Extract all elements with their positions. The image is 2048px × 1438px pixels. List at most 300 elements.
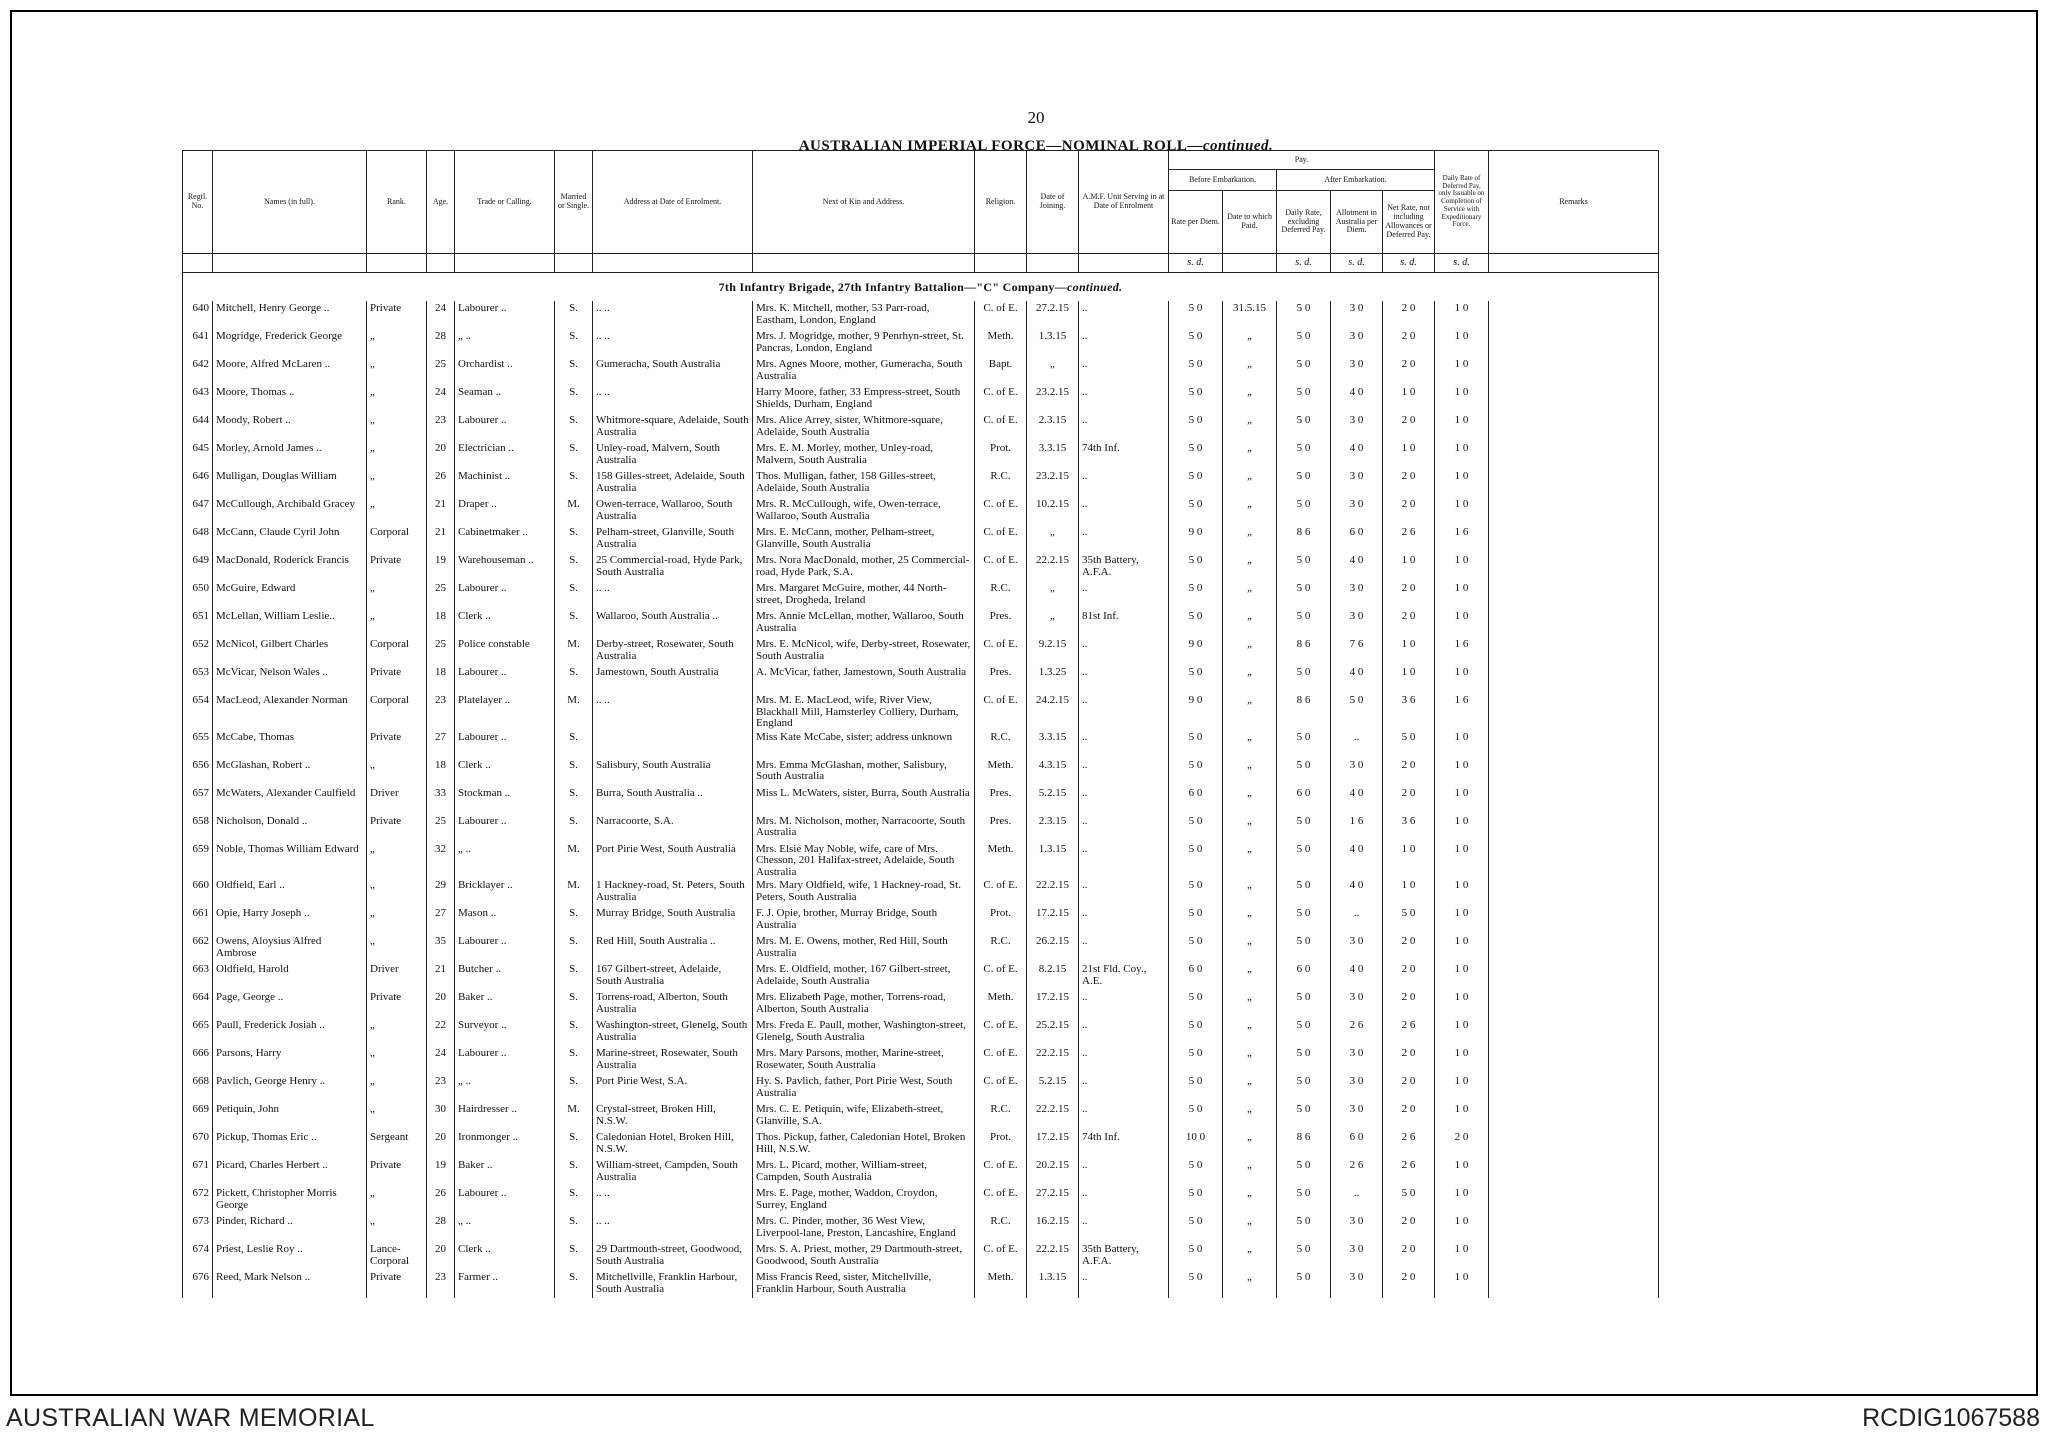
cell-allotment: 2 6 [1331,1158,1383,1186]
cell-address [593,730,753,758]
cell-date-joining: 1.3.25 [1027,665,1079,693]
cell-married: S. [555,730,593,758]
cell-date-paid: „ [1223,1018,1277,1046]
table-row [183,637,1659,665]
cell-amf-unit: .. [1079,842,1169,879]
cell-next-of-kin: Mrs. J. Mogridge, mother, 9 Penrhyn-street, St. Pancras, London, England [753,329,975,357]
cell-date-joining: 23.2.15 [1027,469,1079,497]
cell-married: S. [555,413,593,441]
cell-net-rate: 1 0 [1383,441,1435,469]
cell-age: 26 [427,1186,455,1214]
cell-age: 20 [427,441,455,469]
cell-date-joining: 17.2.15 [1027,990,1079,1018]
cell-date-paid: „ [1223,525,1277,553]
cell-regtl-no: 668 [183,1074,213,1102]
cell-religion: Bapt. [975,357,1027,385]
header-date-joining: Date of Joining. [1027,151,1079,254]
cell-remarks [1489,1158,1659,1186]
cell-daily-rate: 5 0 [1277,878,1331,906]
cell-date-joining: 20.2.15 [1027,1158,1079,1186]
cell-net-rate: 2 0 [1383,329,1435,357]
cell-date-joining: 1.3.15 [1027,329,1079,357]
cell-rate-per-diem: 6 0 [1169,962,1223,990]
cell-rank: Private [367,990,427,1018]
cell-age: 30 [427,1102,455,1130]
cell-daily-rate: 5 0 [1277,1270,1331,1298]
cell-name: Paull, Frederick Josiah .. [213,1018,367,1046]
cell-date-joining: 26.2.15 [1027,934,1079,962]
cell-married: S. [555,1046,593,1074]
cell-name: Reed, Mark Nelson .. [213,1270,367,1298]
cell-amf-unit: 35th Battery, A.F.A. [1079,1242,1169,1270]
cell-age: 23 [427,1074,455,1102]
cell-amf-unit: .. [1079,413,1169,441]
cell-net-rate: 3 6 [1383,693,1435,730]
cell-allotment: 4 0 [1331,786,1383,814]
cell-deferred-pay: 1 0 [1435,609,1489,637]
header-trade: Trade or Calling. [455,151,555,254]
cell-rate-per-diem: 5 0 [1169,329,1223,357]
cell-age: 25 [427,357,455,385]
cell-date-paid: „ [1223,1046,1277,1074]
table-row [183,357,1659,385]
cell-date-joining: 5.2.15 [1027,786,1079,814]
cell-married: S. [555,385,593,413]
cell-date-joining: 2.3.15 [1027,413,1079,441]
cell-age: 33 [427,786,455,814]
cell-rate-per-diem: 5 0 [1169,581,1223,609]
cell-next-of-kin: Mrs. L. Picard, mother, William-street, Campden, South Australia [753,1158,975,1186]
cell-religion: Meth. [975,1270,1027,1298]
cell-daily-rate: 5 0 [1277,553,1331,581]
cell-deferred-pay: 1 0 [1435,1074,1489,1102]
table-row [183,934,1659,962]
cell-amf-unit: 35th Battery, A.F.A. [1079,553,1169,581]
cell-rate-per-diem: 5 0 [1169,842,1223,879]
cell-religion: C. of E. [975,1242,1027,1270]
cell-remarks [1489,962,1659,990]
cell-allotment: 3 0 [1331,413,1383,441]
page-number: 20 [1027,108,1045,127]
table-row [183,814,1659,842]
cell-trade: Warehouseman .. [455,553,555,581]
cell-trade: Hairdresser .. [455,1102,555,1130]
cell-date-joining: 22.2.15 [1027,553,1079,581]
cell-rank: „ [367,1214,427,1242]
table-row [183,1242,1659,1270]
cell-age: 25 [427,814,455,842]
cell-married: S. [555,962,593,990]
cell-address: William-street, Campden, South Australia [593,1158,753,1186]
cell-remarks [1489,693,1659,730]
cell-religion: C. of E. [975,413,1027,441]
cell-rank: „ [367,906,427,934]
table-row [183,1074,1659,1102]
cell-date-paid: „ [1223,413,1277,441]
cell-regtl-no: 674 [183,1242,213,1270]
cell-allotment: 3 0 [1331,301,1383,329]
cell-married: M. [555,1102,593,1130]
cell-date-paid: „ [1223,1130,1277,1158]
table-row [183,329,1659,357]
cell-rate-per-diem: 9 0 [1169,637,1223,665]
cell-religion: Prot. [975,906,1027,934]
cell-remarks [1489,385,1659,413]
cell-next-of-kin: Mrs. C. E. Petiquin, wife, Elizabeth-street, Glanville, S.A. [753,1102,975,1130]
cell-age: 20 [427,1242,455,1270]
cell-remarks [1489,1102,1659,1130]
cell-remarks [1489,665,1659,693]
cell-allotment: 3 0 [1331,934,1383,962]
cell-address: .. .. [593,301,753,329]
cell-name: Pavlich, George Henry .. [213,1074,367,1102]
cell-trade: Bricklayer .. [455,878,555,906]
cell-address: .. .. [593,385,753,413]
header-net-rate: Net Rate, not including Allowances or Deferred Pay. [1383,191,1435,254]
cell-next-of-kin: Harry Moore, father, 33 Empress-street, South Shields, Durham, England [753,385,975,413]
cell-address: 158 Gilles-street, Adelaide, South Australia [593,469,753,497]
cell-rank: „ [367,1186,427,1214]
cell-remarks [1489,357,1659,385]
cell-deferred-pay: 1 0 [1435,934,1489,962]
cell-regtl-no: 672 [183,1186,213,1214]
cell-net-rate: 2 6 [1383,1130,1435,1158]
cell-age: 28 [427,329,455,357]
cell-trade: Stockman .. [455,786,555,814]
cell-next-of-kin: Mrs. C. Pinder, mother, 36 West View, Liverpool-lane, Preston, Lancashire, England [753,1214,975,1242]
cell-regtl-no: 653 [183,665,213,693]
cell-regtl-no: 671 [183,1158,213,1186]
cell-date-paid: „ [1223,385,1277,413]
cell-date-joining: 9.2.15 [1027,637,1079,665]
cell-net-rate: 2 0 [1383,301,1435,329]
cell-amf-unit: .. [1079,1018,1169,1046]
cell-date-joining: „ [1027,357,1079,385]
cell-regtl-no: 651 [183,609,213,637]
header-deferred: Daily Rate of Deferred Pay, only Issuable on Completion of Service with Expeditionary Force. [1435,151,1489,254]
cell-regtl-no: 655 [183,730,213,758]
cell-address: Red Hill, South Australia .. [593,934,753,962]
cell-religion: Pres. [975,609,1027,637]
cell-rate-per-diem: 5 0 [1169,609,1223,637]
cell-married: M. [555,693,593,730]
cell-net-rate: 2 0 [1383,1102,1435,1130]
cell-rank: Lance-Corporal [367,1242,427,1270]
cell-deferred-pay: 1 0 [1435,665,1489,693]
header-after-embarkation: After Embarkation. [1277,170,1435,191]
cell-name: Moore, Alfred McLaren .. [213,357,367,385]
cell-allotment: 3 0 [1331,990,1383,1018]
cell-religion: C. of E. [975,693,1027,730]
cell-remarks [1489,1270,1659,1298]
cell-rank: Private [367,730,427,758]
cell-allotment: 4 0 [1331,385,1383,413]
cell-amf-unit: 74th Inf. [1079,1130,1169,1158]
nominal-roll-table [182,150,1659,1298]
cell-address: Port Pirie West, S.A. [593,1074,753,1102]
cell-regtl-no: 676 [183,1270,213,1298]
cell-age: 21 [427,962,455,990]
cell-rate-per-diem: 5 0 [1169,990,1223,1018]
cell-rate-per-diem: 5 0 [1169,357,1223,385]
cell-allotment: .. [1331,906,1383,934]
cell-rate-per-diem: 5 0 [1169,385,1223,413]
cell-next-of-kin: Mrs. R. McCullough, wife, Owen-terrace, Wallaroo, South Australia [753,497,975,525]
cell-name: Moody, Robert .. [213,413,367,441]
cell-date-joining: 23.2.15 [1027,385,1079,413]
cell-rate-per-diem: 5 0 [1169,878,1223,906]
cell-amf-unit: .. [1079,934,1169,962]
cell-remarks [1489,1186,1659,1214]
cell-age: 24 [427,301,455,329]
cell-rate-per-diem: 5 0 [1169,1158,1223,1186]
cell-rank: „ [367,385,427,413]
cell-married: S. [555,357,593,385]
table-row [183,385,1659,413]
table-row [183,878,1659,906]
cell-age: 21 [427,525,455,553]
cell-address: .. .. [593,693,753,730]
cell-net-rate: 5 0 [1383,1186,1435,1214]
cell-regtl-no: 673 [183,1214,213,1242]
cell-trade: Labourer .. [455,301,555,329]
cell-next-of-kin: Miss Francis Reed, sister, Mitchellville, Franklin Harbour, South Australia [753,1270,975,1298]
cell-age: 19 [427,553,455,581]
subheading-text: 7th Infantry Brigade, 27th Infantry Battalion—"C" Company— [718,279,1068,294]
unit-label: s. d. [1169,254,1223,273]
header-allotment: Allotment in Australia per Diem. [1331,191,1383,254]
cell-daily-rate: 5 0 [1277,441,1331,469]
table-row [183,906,1659,934]
cell-married: S. [555,329,593,357]
cell-allotment: 4 0 [1331,441,1383,469]
cell-age: 23 [427,693,455,730]
cell-name: McCabe, Thomas [213,730,367,758]
cell-daily-rate: 5 0 [1277,842,1331,879]
cell-name: Mulligan, Douglas William [213,469,367,497]
table-row [183,553,1659,581]
cell-address: Derby-street, Rosewater, South Australia [593,637,753,665]
cell-regtl-no: 660 [183,878,213,906]
cell-amf-unit: .. [1079,990,1169,1018]
cell-date-paid: „ [1223,814,1277,842]
cell-name: Moore, Thomas .. [213,385,367,413]
cell-net-rate: 1 0 [1383,553,1435,581]
cell-religion: R.C. [975,730,1027,758]
cell-rank: Corporal [367,693,427,730]
cell-rank: Driver [367,786,427,814]
cell-regtl-no: 662 [183,934,213,962]
cell-regtl-no: 642 [183,357,213,385]
cell-name: McVicar, Nelson Wales .. [213,665,367,693]
cell-deferred-pay: 1 0 [1435,413,1489,441]
cell-date-joining: 1.3.15 [1027,1270,1079,1298]
cell-name: MacDonald, Roderick Francis [213,553,367,581]
cell-rank: Sergeant [367,1130,427,1158]
cell-date-paid: „ [1223,1186,1277,1214]
cell-remarks [1489,1130,1659,1158]
cell-deferred-pay: 1 0 [1435,1158,1489,1186]
cell-rate-per-diem: 5 0 [1169,665,1223,693]
cell-deferred-pay: 1 0 [1435,385,1489,413]
cell-remarks [1489,990,1659,1018]
cell-rank: „ [367,1018,427,1046]
cell-address: Jamestown, South Australia [593,665,753,693]
cell-married: S. [555,990,593,1018]
cell-religion: Pres. [975,786,1027,814]
cell-daily-rate: 5 0 [1277,665,1331,693]
cell-net-rate: 3 6 [1383,814,1435,842]
cell-amf-unit: .. [1079,525,1169,553]
header-age: Age. [427,151,455,254]
cell-rank: Private [367,665,427,693]
cell-next-of-kin: Mrs. M. E. MacLeod, wife, River View, Blackhall Mill, Hamsterley Colliery, Durham, England [753,693,975,730]
cell-next-of-kin: Thos. Mulligan, father, 158 Gilles-street, Adelaide, South Australia [753,469,975,497]
cell-remarks [1489,441,1659,469]
cell-allotment: 3 0 [1331,1046,1383,1074]
cell-date-joining: 3.3.15 [1027,441,1079,469]
cell-daily-rate: 6 0 [1277,962,1331,990]
cell-daily-rate: 5 0 [1277,301,1331,329]
cell-rank: Private [367,814,427,842]
cell-married: S. [555,553,593,581]
cell-rank: „ [367,469,427,497]
cell-deferred-pay: 1 0 [1435,357,1489,385]
cell-deferred-pay: 1 0 [1435,990,1489,1018]
cell-trade: „ .. [455,842,555,879]
cell-daily-rate: 5 0 [1277,1018,1331,1046]
cell-age: 27 [427,906,455,934]
cell-date-paid: „ [1223,329,1277,357]
cell-remarks [1489,758,1659,786]
cell-daily-rate: 8 6 [1277,637,1331,665]
cell-date-paid: „ [1223,1270,1277,1298]
cell-net-rate: 2 0 [1383,1214,1435,1242]
cell-date-paid: „ [1223,693,1277,730]
cell-remarks [1489,730,1659,758]
cell-rate-per-diem: 5 0 [1169,730,1223,758]
cell-name: Oldfield, Harold [213,962,367,990]
cell-allotment: 3 0 [1331,609,1383,637]
cell-next-of-kin: Mrs. Freda E. Paull, mother, Washington-street, Glenelg, South Australia [753,1018,975,1046]
cell-date-joining: „ [1027,609,1079,637]
footer-record-id: RCDIG1067588 [1862,1404,2040,1432]
cell-address: Owen-terrace, Wallaroo, South Australia [593,497,753,525]
cell-remarks [1489,497,1659,525]
cell-trade: Labourer .. [455,413,555,441]
cell-remarks [1489,525,1659,553]
header-regtl-no: Regtl. No. [183,151,213,254]
cell-daily-rate: 5 0 [1277,1158,1331,1186]
cell-next-of-kin: Mrs. Agnes Moore, mother, Gumeracha, South Australia [753,357,975,385]
cell-date-joining: 22.2.15 [1027,1046,1079,1074]
cell-trade: Clerk .. [455,609,555,637]
cell-date-joining: 17.2.15 [1027,1130,1079,1158]
table-row [183,1018,1659,1046]
cell-allotment: 4 0 [1331,553,1383,581]
cell-trade: Cabinetmaker .. [455,525,555,553]
cell-date-joining: 17.2.15 [1027,906,1079,934]
cell-next-of-kin: Mrs. Alice Arrey, sister, Whitmore-square, Adelaide, South Australia [753,413,975,441]
cell-rate-per-diem: 5 0 [1169,814,1223,842]
cell-religion: Meth. [975,842,1027,879]
cell-date-joining: „ [1027,525,1079,553]
cell-deferred-pay: 1 0 [1435,878,1489,906]
cell-name: Morley, Arnold James .. [213,441,367,469]
cell-name: Owens, Aloysius Alfred Ambrose [213,934,367,962]
cell-remarks [1489,609,1659,637]
cell-daily-rate: 5 0 [1277,1102,1331,1130]
cell-net-rate: 2 0 [1383,1242,1435,1270]
cell-regtl-no: 650 [183,581,213,609]
cell-deferred-pay: 1 0 [1435,730,1489,758]
cell-rank: „ [367,497,427,525]
cell-amf-unit: .. [1079,1270,1169,1298]
cell-next-of-kin: Mrs. Emma McGlashan, mother, Salisbury, South Australia [753,758,975,786]
cell-rate-per-diem: 5 0 [1169,497,1223,525]
cell-date-joining: 2.3.15 [1027,814,1079,842]
cell-remarks [1489,814,1659,842]
cell-daily-rate: 5 0 [1277,758,1331,786]
cell-date-paid: „ [1223,441,1277,469]
header-married: Married or Single. [555,151,593,254]
cell-net-rate: 2 0 [1383,497,1435,525]
cell-address: Mitchellville, Franklin Harbour, South Australia [593,1270,753,1298]
cell-rank: „ [367,329,427,357]
cell-name: McNicol, Gilbert Charles [213,637,367,665]
cell-trade: „ .. [455,329,555,357]
cell-net-rate: 1 0 [1383,637,1435,665]
cell-address: .. .. [593,329,753,357]
cell-allotment: 4 0 [1331,878,1383,906]
cell-next-of-kin: Mrs. E. Oldfield, mother, 167 Gilbert-street, Adelaide, South Australia [753,962,975,990]
cell-regtl-no: 657 [183,786,213,814]
cell-married: S. [555,934,593,962]
cell-religion: C. of E. [975,385,1027,413]
cell-date-paid: 31.5.15 [1223,301,1277,329]
cell-married: S. [555,1074,593,1102]
cell-married: S. [555,301,593,329]
title-text: AUSTRALIAN IMPERIAL FORCE—NOMINAL ROLL— [798,138,1203,154]
unit-label: s. d. [1383,254,1435,273]
cell-date-paid: „ [1223,357,1277,385]
cell-name: Pickett, Christopher Morris George [213,1186,367,1214]
cell-next-of-kin: Mrs. Nora MacDonald, mother, 25 Commercial-road, Hyde Park, S.A. [753,553,975,581]
cell-date-paid: „ [1223,934,1277,962]
cell-married: M. [555,878,593,906]
cell-remarks [1489,413,1659,441]
cell-regtl-no: 654 [183,693,213,730]
cell-remarks [1489,786,1659,814]
cell-allotment: 1 6 [1331,814,1383,842]
cell-trade: Baker .. [455,1158,555,1186]
cell-religion: C. of E. [975,553,1027,581]
cell-trade: Seaman .. [455,385,555,413]
cell-age: 22 [427,1018,455,1046]
cell-allotment: 5 0 [1331,693,1383,730]
cell-address: Narracoorte, S.A. [593,814,753,842]
cell-address: Marine-street, Rosewater, South Australia [593,1046,753,1074]
cell-daily-rate: 5 0 [1277,934,1331,962]
cell-amf-unit: .. [1079,730,1169,758]
cell-allotment: 3 0 [1331,1214,1383,1242]
cell-deferred-pay: 1 0 [1435,1102,1489,1130]
cell-trade: Labourer .. [455,814,555,842]
cell-amf-unit: 74th Inf. [1079,441,1169,469]
cell-married: S. [555,814,593,842]
cell-allotment: 7 6 [1331,637,1383,665]
cell-name: Mitchell, Henry George .. [213,301,367,329]
